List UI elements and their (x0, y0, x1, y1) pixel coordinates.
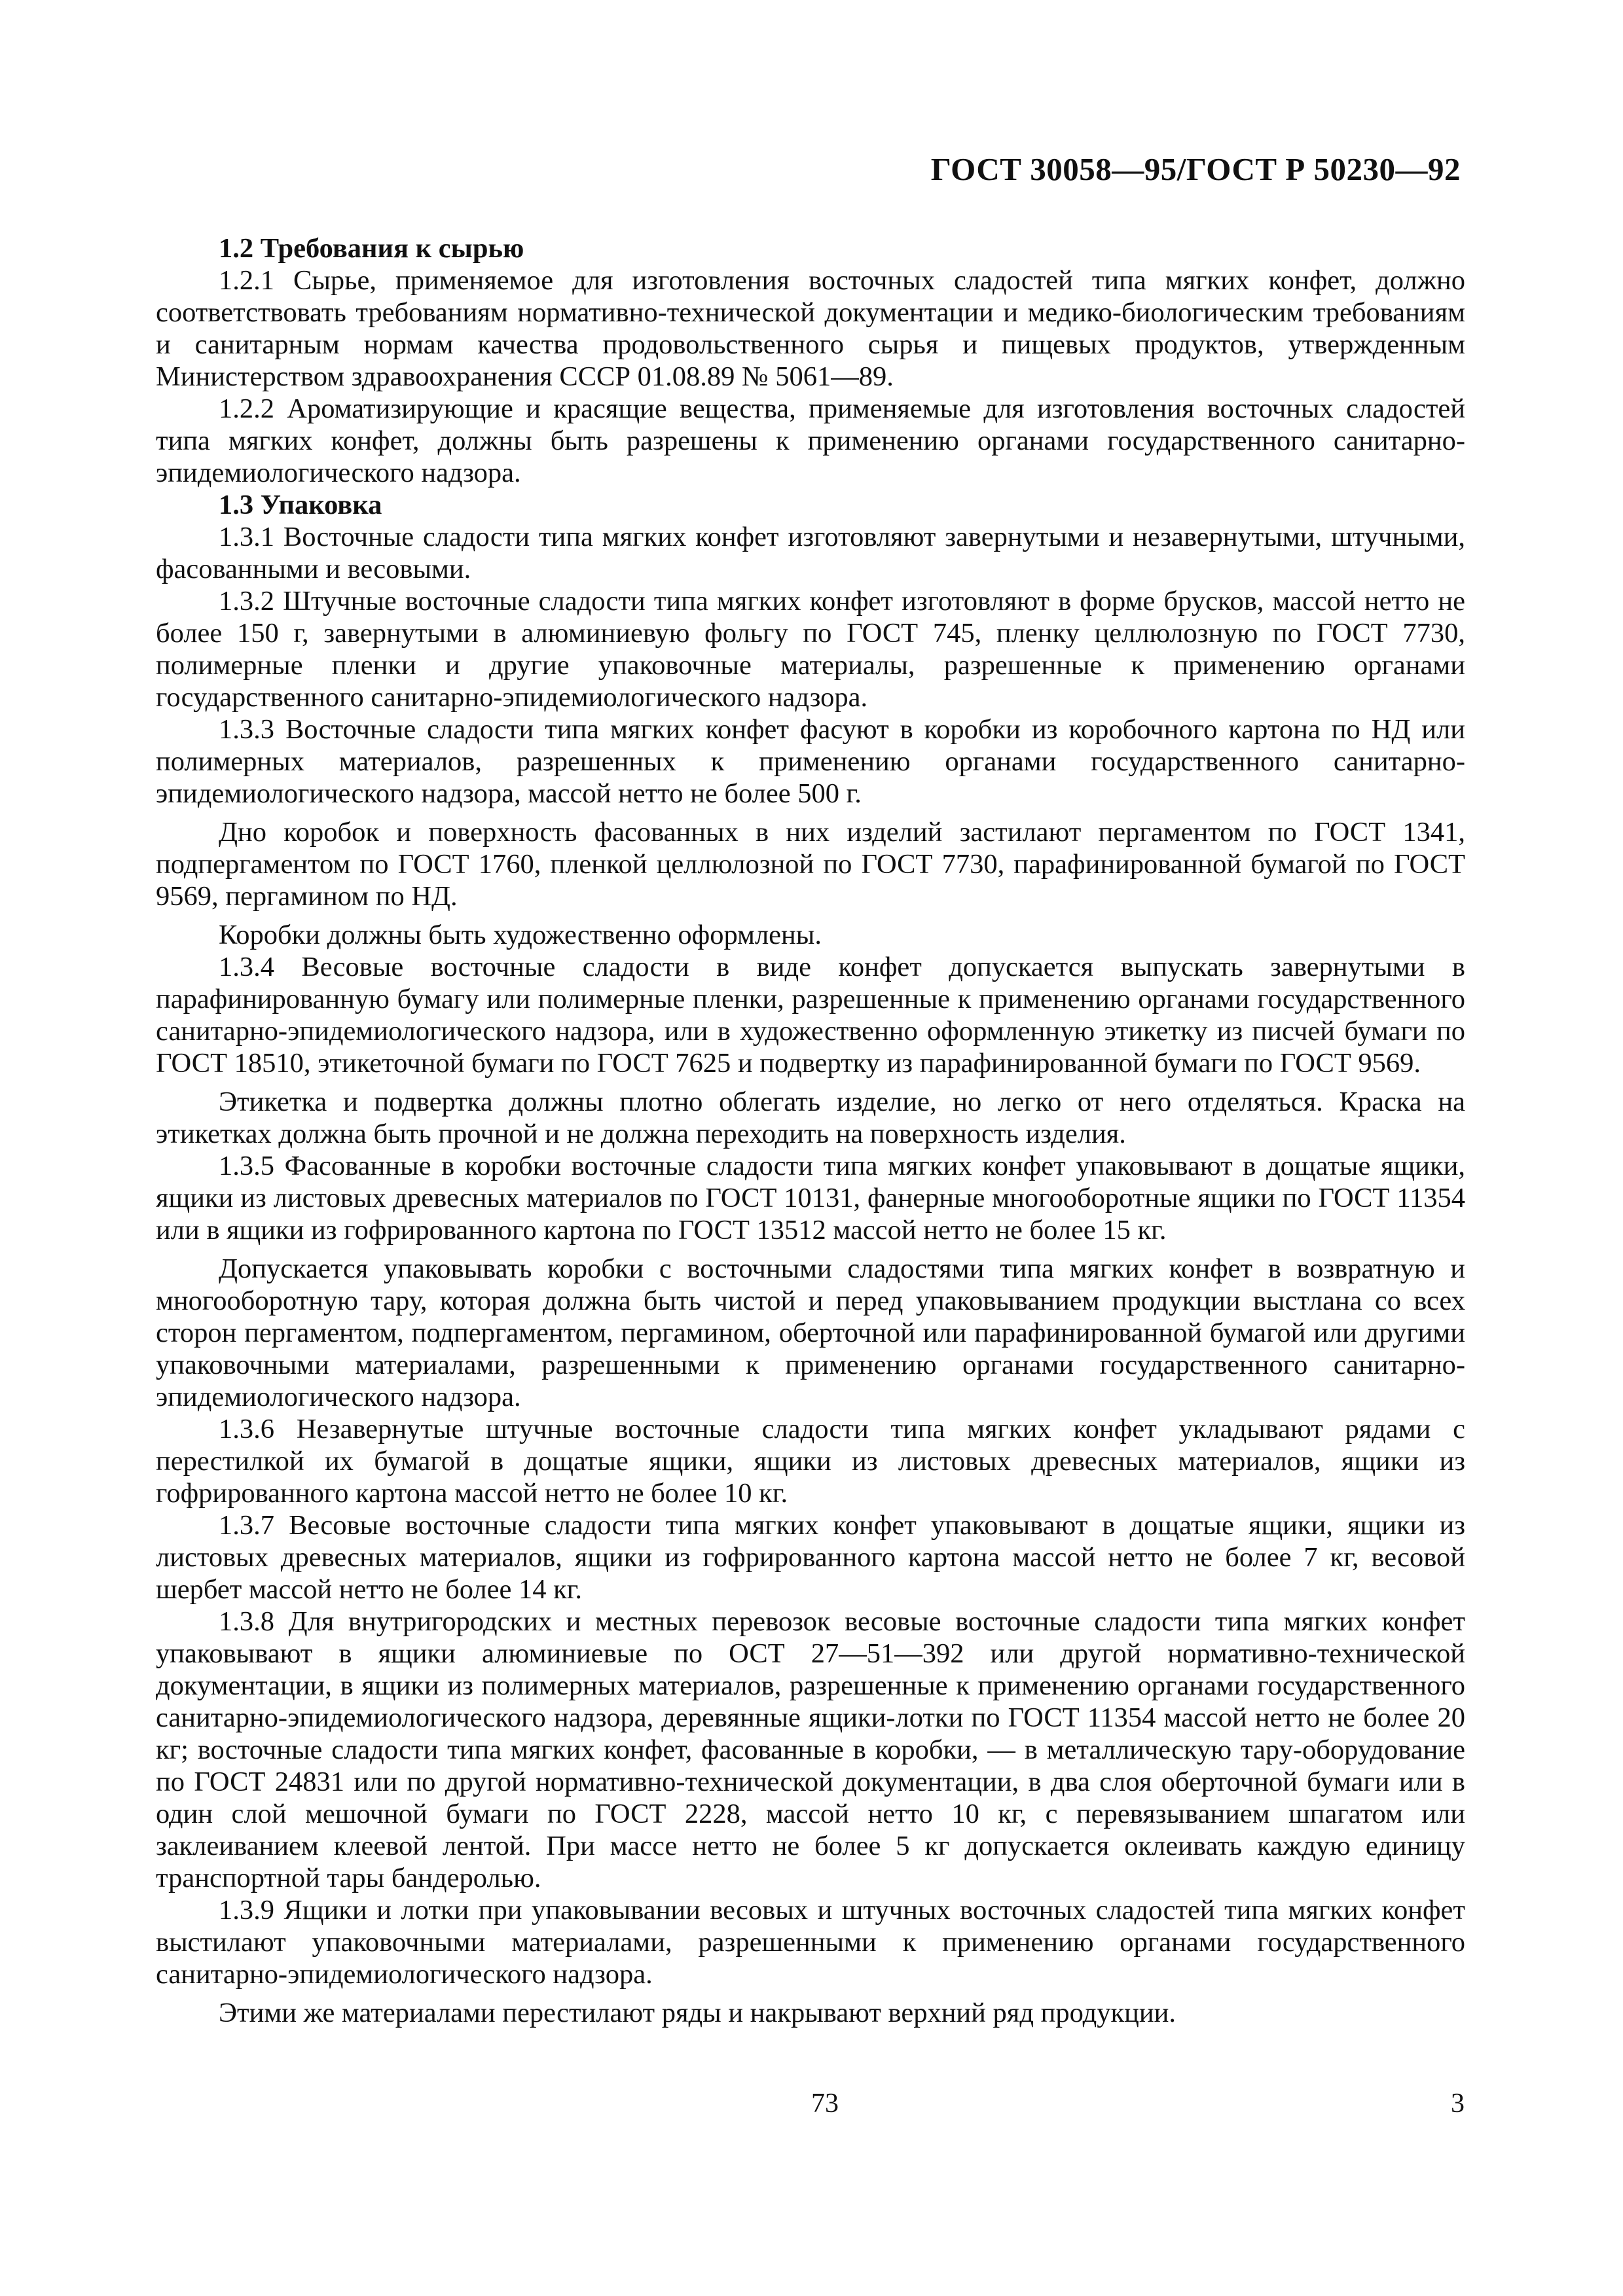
paragraph-1-3-5: 1.3.5 Фасованные в коробки восточные сладости типа мягких конфет упаковывают в дощатые ящики, ящики из листовых древесных материалов по ГОСТ 10131, фанерные многооборотные ящики по ГОСТ 11354 или в ящики из гофрированного картона по ГОСТ 13512 массой нетто не более 15 кг. (156, 1151, 1465, 1246)
paragraph-1-3-8: 1.3.8 Для внутригородских и местных перевозок весовые восточные сладости типа мягких конфет упаковывают в ящики алюминиевые по ОСТ 27—51—392 или другой нормативно-технической документации, в ящики из полимерных материалов, разрешенные к применению органами государственного санитарно-эпидемиологического надзора, деревянные ящики-лотки по ГОСТ 11354 массой нетто не более 20 кг; восточные сладости типа мягких конфет, фасованные в коробки, — в металлическую тару-оборудование по ГОСТ 24831 или по другой нормативно-технической документации, в два слоя оберточной бумаги или в один слой мешочной бумаги по ГОСТ 2228, массой нетто 10 кг, с перевязыванием шпагатом или заклеиванием клеевой лентой. При массе нетто не более 5 кг допускается оклеивать каждую единицу транспортной тары бандеролью. (156, 1606, 1465, 1893)
paragraph-1-3-3-design: Коробки должны быть художественно оформлены. (219, 920, 822, 950)
paragraph-1-3-2: 1.3.2 Штучные восточные сладости типа мягких конфет изготовляют в форме брусков, массой нетто не более 150 г, завернутыми в алюминиевую фольгу по ГОСТ 745, пленку целлюлозную по ГОСТ 7730, полимерные пленки и другие упаковочные материалы, разрешенные к применению органами государственного санитарно-эпидемиологического надзора. (156, 586, 1465, 713)
page-number-center: 73 (811, 2089, 839, 2119)
paragraph-1-3-7: 1.3.7 Весовые восточные сладости типа мягких конфет упаковывают в дощатые ящики, ящики из листовых древесных материалов, ящики из гофрированного картона массой нетто не более 7 кг, весовой шербет массой нетто не более 14 кг. (156, 1510, 1465, 1605)
section-heading-1-2: 1.2 Требования к сырью (219, 233, 524, 264)
paragraph-1-3-3-lining: Дно коробок и поверхность фасованных в них изделий застилают пергаментом по ГОСТ 1341, подпергаментом по ГОСТ 1760, пленкой целлюлозной по ГОСТ 7730, парафинированной бумагой по ГОСТ 9569, пергамином по НД. (156, 817, 1465, 912)
page-number-right: 3 (1451, 2089, 1465, 2119)
document-body (156, 232, 1465, 2029)
section-heading-1-3: 1.3 Упаковка (219, 490, 382, 520)
paragraph-1-3-4-label: Этикетка и подвертка должны плотно облегать изделие, но легко от него отделяться. Краска на этикетках должна быть прочной и не должна переходить на поверхность изделия. (156, 1086, 1465, 1149)
paragraph-1-3-9-rows: Этими же материалами перестилают ряды и накрывают верхний ряд продукции. (219, 1998, 1176, 2028)
paragraph-1-3-6: 1.3.6 Незавернутые штучные восточные сладости типа мягких конфет укладывают рядами с перестилкой их бумагой в дощатые ящики, ящики из листовых древесных материалов, ящики из гофрированного картона массой нетто не более 10 кг. (156, 1414, 1465, 1509)
document-header: ГОСТ 30058—95/ГОСТ Р 50230—92 (930, 151, 1461, 187)
paragraph-1-3-9: 1.3.9 Ящики и лотки при упаковывании весовых и штучных восточных сладостей типа мягких конфет выстилают упаковочными материалами, разрешенными к применению органами государственного санитарно-эпидемиологического надзора. (156, 1895, 1465, 1990)
paragraph-1-2-1: 1.2.1 Сырье, применяемое для изготовления восточных сладостей типа мягких конфет, должно соответствовать требованиям нормативно-технической документации и медико-биологическим требованиям и санитарным нормам качества продовольственного сырья и пищевых продуктов, утвержденным Министерством здравоохранения СССР 01.08.89 № 5061—89. (156, 265, 1465, 392)
paragraph-1-2-2: 1.2.2 Ароматизирующие и красящие вещества, применяемые для изготовления восточных сладостей типа мягких конфет, должны быть разрешены к применению органами государственного санитарно-эпидемиологического надзора. (156, 393, 1465, 488)
paragraph-1-3-3: 1.3.3 Восточные сладости типа мягких конфет фасуют в коробки из коробочного картона по НД или полимерных материалов, разрешенных к применению органами государственного санитарно-эпидемиологического надзора, массой нетто не более 500 г. (156, 714, 1465, 809)
paragraph-1-3-4: 1.3.4 Весовые восточные сладости в виде конфет допускается выпускать завернутыми в парафинированную бумагу или полимерные пленки, разрешенные к применению органами государственного санитарно-эпидемиологического надзора, или в художественно оформленную этикетку из писчей бумаги по ГОСТ 18510, этикеточной бумаги по ГОСТ 7625 и подвертку из парафинированной бумаги по ГОСТ 9569. (156, 952, 1465, 1079)
paragraph-1-3-1: 1.3.1 Восточные сладости типа мягких конфет изготовляют завернутыми и незавернутыми, штучными, фасованными и весовыми. (156, 522, 1465, 584)
paragraph-1-3-5-returnable: Допускается упаковывать коробки с восточными сладостями типа мягких конфет в возвратную и многооборотную тару, которая должна быть чистой и перед упаковыванием продукции выстлана со всех сторон пергаментом, подпергаментом, пергамином, оберточной или парафинированной бумагой или другими упаковочными материалами, разрешенными к применению органами государственного санитарно-эпидемиологического надзора. (156, 1253, 1465, 1412)
